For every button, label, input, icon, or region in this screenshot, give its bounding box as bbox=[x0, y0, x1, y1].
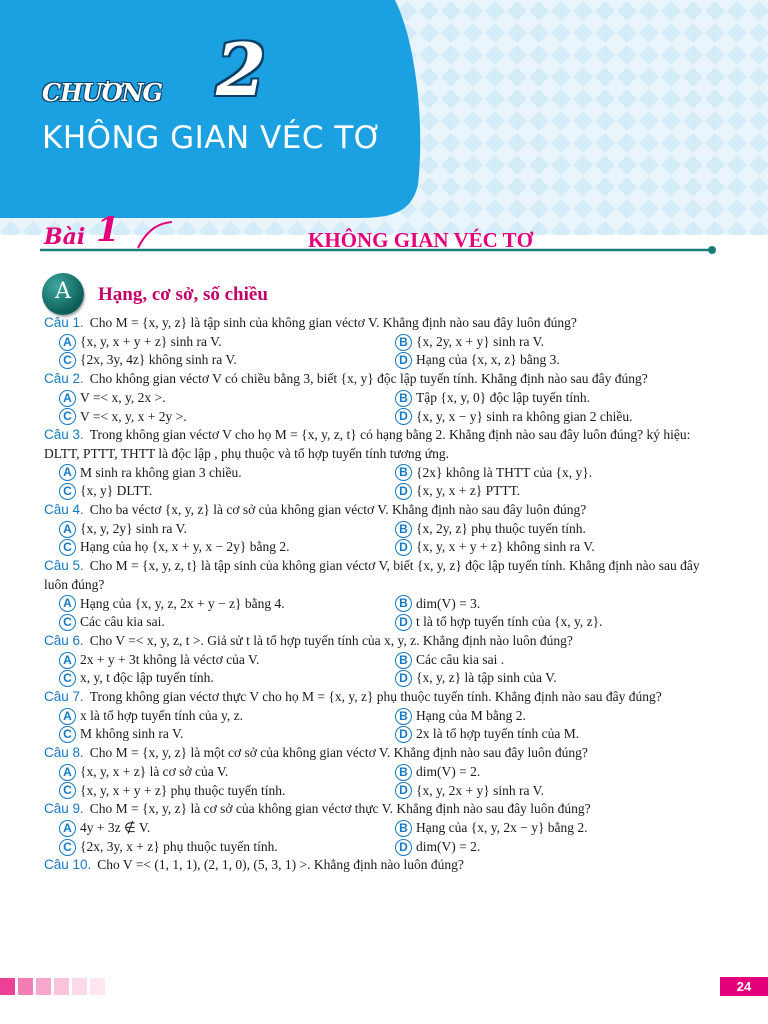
option-text: Hạng của M bằng 2. bbox=[416, 707, 526, 723]
option-letter-badge: C bbox=[59, 614, 76, 631]
option-text: dim(V) = 3. bbox=[416, 595, 481, 611]
question bbox=[44, 856, 724, 875]
option-text: {x, y, x − y} sinh ra không gian 2 chiều. bbox=[416, 408, 633, 424]
answer-option[interactable] bbox=[395, 725, 724, 744]
question-label: Câu 4. bbox=[44, 502, 84, 518]
question-text-row bbox=[44, 501, 724, 520]
question bbox=[44, 688, 724, 744]
option-text: V =< x, y, x + 2y >. bbox=[80, 408, 187, 424]
option-text: Các câu kia sai. bbox=[80, 614, 165, 630]
answer-option[interactable] bbox=[44, 819, 395, 838]
options-grid bbox=[44, 763, 724, 800]
answer-option[interactable] bbox=[395, 351, 724, 370]
question-text-row bbox=[44, 426, 724, 463]
option-text: dim(V) = 2. bbox=[416, 838, 481, 854]
question-label: Câu 2. bbox=[44, 371, 84, 387]
page-number: 24 bbox=[720, 977, 768, 996]
answer-option[interactable] bbox=[395, 819, 724, 838]
answer-option[interactable] bbox=[44, 838, 395, 857]
chapter-title: KHÔNG GIAN VÉC TƠ bbox=[42, 120, 383, 156]
answer-option[interactable] bbox=[44, 725, 395, 744]
question bbox=[44, 557, 724, 632]
option-letter-badge: A bbox=[59, 652, 76, 669]
question bbox=[44, 800, 724, 856]
option-text: {x, y} DLTT. bbox=[80, 483, 153, 499]
question-text-row bbox=[44, 314, 724, 333]
option-text: dim(V) = 2. bbox=[416, 763, 481, 779]
answer-option[interactable] bbox=[44, 520, 395, 539]
question-label: Câu 5. bbox=[44, 558, 84, 574]
answer-option[interactable] bbox=[395, 595, 724, 614]
footer-square bbox=[54, 978, 69, 995]
question-text: Trong không gian véctơ V cho họ M = {x, y, z, t} có hạng bằng 2. Khẳng định nào sau đây luôn đúng? ký hiệu: DLTT, PTTT, THTT là độc lập , phụ thuộc và tổ hợp tuyến tính tương ứng. bbox=[44, 427, 691, 461]
footer-square bbox=[36, 978, 51, 995]
option-letter-badge: D bbox=[395, 539, 412, 556]
answer-option[interactable] bbox=[395, 838, 724, 857]
question-text: Cho M = {x, y, z} là tập sinh của không gian véctơ V. Khẳng định nào sau đây luôn đúng? bbox=[89, 315, 577, 330]
option-text: Hạng của {x, x, z} bằng 3. bbox=[416, 352, 560, 368]
option-letter-badge: D bbox=[395, 670, 412, 687]
question-text: Cho không gian véctơ V có chiều bằng 3, biết {x, y} độc lập tuyến tính. Khẳng định nào sau đây đúng? bbox=[89, 371, 648, 387]
option-letter-badge: A bbox=[59, 521, 76, 538]
option-text: V =< x, y, 2x >. bbox=[80, 389, 166, 405]
answer-option[interactable] bbox=[44, 595, 395, 614]
option-letter-badge: C bbox=[59, 839, 76, 856]
question bbox=[44, 426, 724, 501]
question-label: Câu 1. bbox=[44, 315, 84, 330]
footer-square bbox=[72, 978, 87, 995]
options-grid bbox=[44, 333, 724, 370]
option-letter-badge: B bbox=[395, 708, 412, 725]
question-text-row bbox=[44, 856, 724, 875]
option-text: {x, y, 2y} sinh ra V. bbox=[80, 520, 187, 536]
answer-option[interactable] bbox=[395, 408, 724, 427]
option-text: Tập {x, y, 0} độc lập tuyến tính. bbox=[416, 389, 591, 405]
option-letter-badge: A bbox=[59, 464, 76, 481]
option-letter-badge: C bbox=[59, 352, 76, 369]
option-text: {x, y, 2x + y} sinh ra V. bbox=[416, 782, 544, 798]
answer-option[interactable] bbox=[44, 763, 395, 782]
answer-option[interactable] bbox=[44, 651, 395, 670]
option-text: {x, y, x + z} PTTT. bbox=[416, 483, 521, 499]
question-text-row bbox=[44, 800, 724, 819]
option-letter-badge: A bbox=[59, 764, 76, 781]
option-text: {x, y, z} là tập sinh của V. bbox=[416, 670, 557, 686]
answer-option[interactable] bbox=[44, 333, 395, 352]
lesson-title: KHÔNG GIAN VÉC TƠ bbox=[308, 228, 534, 252]
answer-option[interactable] bbox=[44, 464, 395, 483]
question-label: Câu 8. bbox=[44, 745, 84, 761]
options-grid bbox=[44, 819, 724, 856]
question-label: Câu 10. bbox=[44, 857, 92, 873]
footer-square bbox=[0, 978, 15, 995]
option-letter-badge: A bbox=[59, 390, 76, 407]
question-text-row bbox=[44, 688, 724, 707]
option-text: t là tổ hợp tuyến tính của {x, y, z}. bbox=[416, 614, 603, 630]
question-text-row bbox=[44, 632, 724, 651]
answer-option[interactable] bbox=[395, 707, 724, 726]
chapter-word: CHƯƠNG bbox=[42, 78, 163, 107]
footer-square bbox=[90, 978, 105, 995]
option-text: {2x, 3y, 4z} không sinh ra V. bbox=[80, 352, 237, 368]
option-letter-badge: D bbox=[395, 408, 412, 425]
answer-option[interactable] bbox=[44, 538, 395, 557]
option-text: x, y, t độc lập tuyến tính. bbox=[80, 670, 214, 686]
option-text: {2x} không là THTT của {x, y}. bbox=[416, 464, 593, 480]
option-text: Các câu kia sai . bbox=[416, 651, 505, 667]
question-list bbox=[44, 314, 724, 875]
options-grid bbox=[44, 707, 724, 744]
option-letter-badge: C bbox=[59, 483, 76, 500]
option-letter-badge: D bbox=[395, 726, 412, 743]
question-text-row bbox=[44, 557, 724, 594]
option-letter-badge: A bbox=[59, 708, 76, 725]
option-text: {x, y, x + y + z} không sinh ra V. bbox=[416, 539, 595, 555]
question-text: Cho M = {x, y, z} là một cơ sở của không gian véctơ V. Khẳng định nào sau đây luôn đúng? bbox=[89, 745, 588, 761]
question bbox=[44, 632, 724, 688]
lesson-label: Bài bbox=[44, 224, 86, 250]
answer-option[interactable] bbox=[44, 669, 395, 688]
answer-option[interactable] bbox=[395, 464, 724, 483]
option-text: x là tổ hợp tuyến tính của y, z. bbox=[80, 707, 243, 723]
answer-option[interactable] bbox=[395, 669, 724, 688]
option-text: {2x, 3y, x + z} phụ thuộc tuyến tính. bbox=[80, 838, 278, 854]
question-text: Cho M = {x, y, z} là cơ sở của không gian véctơ thực V. Khẳng định nào sau đây luôn đúng? bbox=[89, 801, 591, 817]
option-letter-badge: A bbox=[59, 595, 76, 612]
chapter-banner bbox=[0, 0, 768, 235]
option-letter-badge: D bbox=[395, 782, 412, 799]
option-letter-badge: C bbox=[59, 726, 76, 743]
option-text: {x, y, x + z} là cơ sở của V. bbox=[80, 763, 229, 779]
option-text: {x, y, x + y + z} phụ thuộc tuyến tính. bbox=[80, 782, 286, 798]
question-label: Câu 6. bbox=[44, 632, 84, 648]
question bbox=[44, 370, 724, 426]
option-letter-badge: C bbox=[59, 670, 76, 687]
options-grid bbox=[44, 389, 724, 426]
question-label: Câu 7. bbox=[44, 689, 84, 705]
question-label: Câu 3. bbox=[44, 427, 84, 443]
section-badge bbox=[42, 273, 84, 315]
answer-option[interactable] bbox=[395, 482, 724, 501]
option-text: {x, y, x + y + z} sinh ra V. bbox=[80, 333, 222, 349]
answer-option[interactable] bbox=[44, 707, 395, 726]
option-letter-badge: B bbox=[395, 521, 412, 538]
question-label: Câu 9. bbox=[44, 801, 84, 817]
option-letter-badge: D bbox=[395, 352, 412, 369]
option-letter-badge: A bbox=[59, 820, 76, 837]
options-grid bbox=[44, 595, 724, 632]
answer-option[interactable] bbox=[395, 520, 724, 539]
answer-option[interactable] bbox=[395, 782, 724, 801]
lesson-number: 1 bbox=[96, 210, 120, 250]
option-letter-badge: B bbox=[395, 464, 412, 481]
question-text: Trong không gian véctơ thực V cho họ M = {x, y, z} phụ thuộc tuyến tính. Khẳng định nào sau đây đúng? bbox=[89, 689, 662, 705]
option-letter-badge: D bbox=[395, 614, 412, 631]
options-grid bbox=[44, 464, 724, 501]
chapter-number: 2 bbox=[216, 27, 267, 112]
option-letter-badge: D bbox=[395, 483, 412, 500]
option-letter-badge: B bbox=[395, 820, 412, 837]
option-letter-badge: A bbox=[59, 334, 76, 351]
option-letter-badge: B bbox=[395, 764, 412, 781]
section-letter: A bbox=[55, 279, 71, 304]
option-text: Hạng của {x, y, 2x − y} bằng 2. bbox=[416, 819, 588, 835]
question bbox=[44, 314, 724, 370]
option-letter-badge: B bbox=[395, 652, 412, 669]
option-text: 4y + 3z ∉ V. bbox=[80, 819, 151, 835]
question bbox=[44, 501, 724, 557]
question-text-row bbox=[44, 370, 724, 389]
section-title: Hạng, cơ sở, số chiều bbox=[98, 284, 268, 305]
answer-option[interactable] bbox=[44, 482, 395, 501]
answer-option[interactable] bbox=[44, 389, 395, 408]
footer-square bbox=[18, 978, 33, 995]
options-grid bbox=[44, 520, 724, 557]
option-text: 2x + y + 3t không là véctơ của V. bbox=[80, 651, 260, 667]
option-text: Hạng của {x, y, z, 2x + y − z} bằng 4. bbox=[80, 595, 285, 611]
question-text: Cho ba véctơ {x, y, z} là cơ sở của không gian véctơ V. Khẳng định nào sau đây luôn đúng? bbox=[89, 502, 587, 518]
option-letter-badge: D bbox=[395, 839, 412, 856]
option-letter-badge: C bbox=[59, 782, 76, 799]
option-letter-badge: B bbox=[395, 334, 412, 351]
answer-option[interactable] bbox=[395, 613, 724, 632]
question-text: Cho V =< x, y, z, t >. Giả sử t là tổ hợp tuyến tính của x, y, z. Khẳng định nào luôn đúng? bbox=[89, 632, 573, 648]
answer-option[interactable] bbox=[44, 782, 395, 801]
option-text: M không sinh ra V. bbox=[80, 726, 184, 742]
option-letter-badge: C bbox=[59, 408, 76, 425]
answer-option[interactable] bbox=[44, 351, 395, 370]
answer-option[interactable] bbox=[395, 389, 724, 408]
option-text: {x, 2y, z} phụ thuộc tuyến tính. bbox=[416, 520, 586, 536]
options-grid bbox=[44, 651, 724, 688]
question-text: Cho M = {x, y, z, t} là tập sinh của không gian véctơ V, biết {x, y, z} độc lập tuyến tính. Khẳng định nào sau đây luôn đúng? bbox=[44, 558, 700, 592]
answer-option[interactable] bbox=[44, 613, 395, 632]
answer-option[interactable] bbox=[44, 408, 395, 427]
option-text: 2x là tổ hợp tuyến tính của M. bbox=[416, 726, 580, 742]
option-letter-badge: B bbox=[395, 595, 412, 612]
option-text: Hạng của họ {x, x + y, x − 2y} bằng 2. bbox=[80, 539, 290, 555]
answer-option[interactable] bbox=[395, 538, 724, 557]
option-letter-badge: C bbox=[59, 539, 76, 556]
answer-option[interactable] bbox=[395, 763, 724, 782]
question-text: Cho V =< (1, 1, 1), (2, 1, 0), (5, 3, 1) >. Khẳng định nào luôn đúng? bbox=[97, 857, 464, 873]
question-text-row bbox=[44, 744, 724, 763]
question bbox=[44, 744, 724, 800]
option-letter-badge: B bbox=[395, 390, 412, 407]
option-text: M sinh ra không gian 3 chiều. bbox=[80, 464, 242, 480]
option-text: {x, 2y, x + y} sinh ra V. bbox=[416, 333, 544, 349]
answer-option[interactable] bbox=[395, 333, 724, 352]
answer-option[interactable] bbox=[395, 651, 724, 670]
